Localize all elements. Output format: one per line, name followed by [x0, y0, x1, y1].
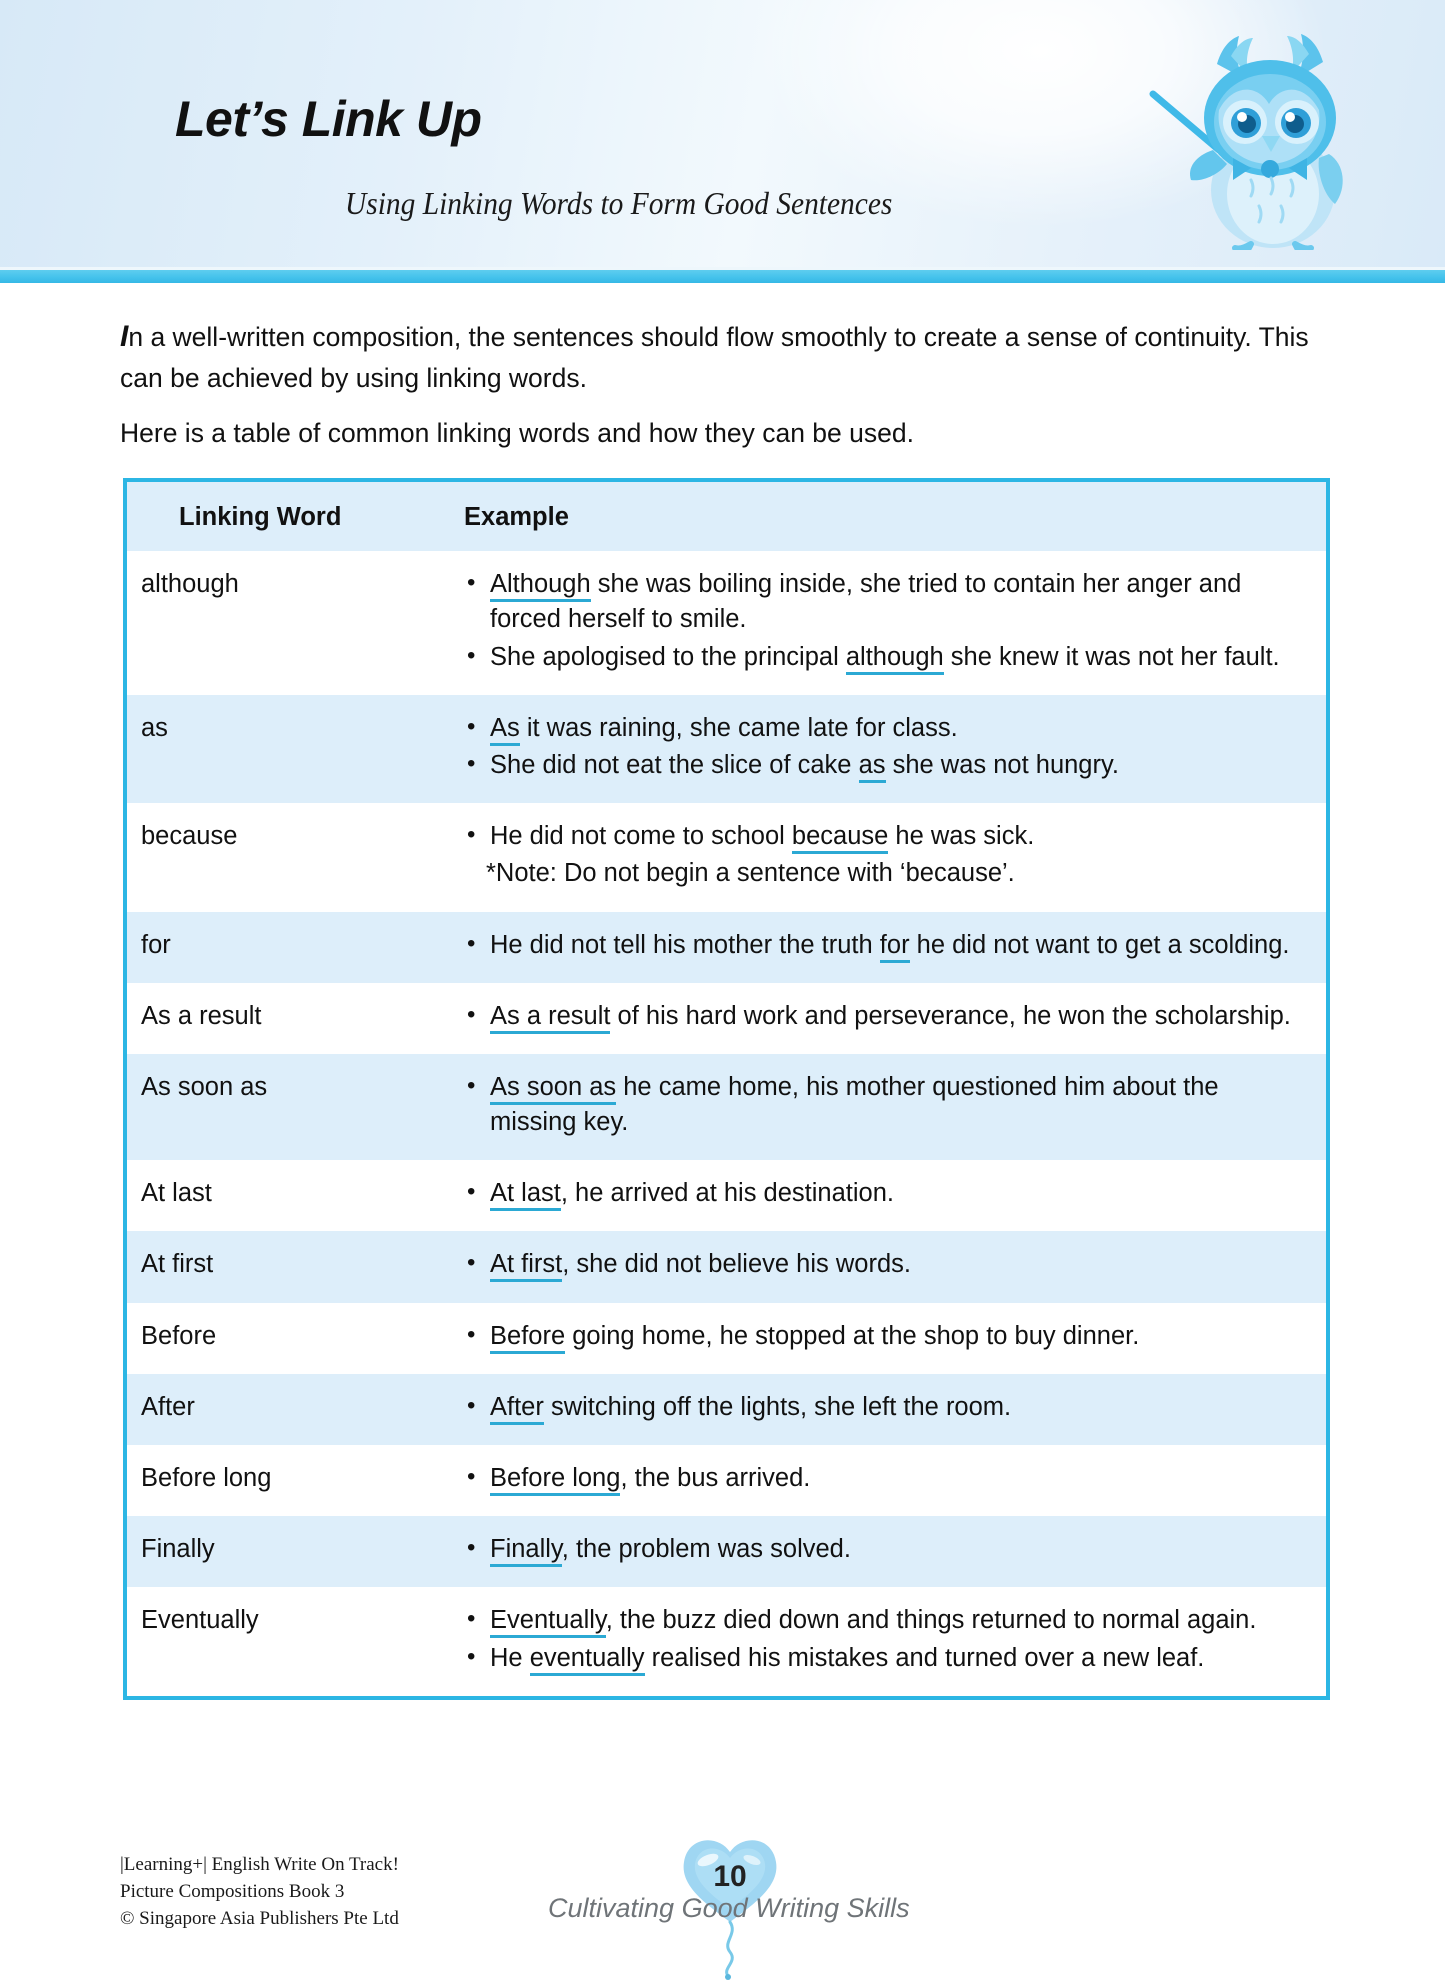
page-subtitle: Using Linking Words to Form Good Sentences — [345, 185, 893, 221]
example-text: switching off the lights, she left the room. — [543, 1392, 1012, 1421]
page-number: 10 — [713, 1860, 747, 1893]
example-item — [464, 1319, 1304, 1354]
example-item — [464, 1603, 1304, 1638]
cell-example — [464, 695, 1328, 803]
table-row — [125, 1303, 1328, 1374]
example-text: , she did not believe his words. — [562, 1250, 911, 1279]
column-header-example: Example — [464, 480, 1328, 551]
example-list — [464, 1247, 1304, 1282]
linking-word-highlight: for — [880, 931, 910, 963]
linking-word-highlight: After — [490, 1393, 544, 1425]
example-text: it was raining, she came late for class. — [519, 713, 958, 742]
example-text: going home, he stopped at the shop to buy dinner. — [565, 1321, 1140, 1350]
footer-credit-line-3: © Singapore Asia Publishers Pte Ltd — [120, 1907, 399, 1929]
example-list — [464, 819, 1304, 891]
example-item — [464, 999, 1304, 1034]
table-body — [125, 551, 1328, 1698]
intro-paragraph-1 — [0, 283, 1445, 398]
intro-paragraph-1-text: n a well-written composition, the sentences should flow smoothly to create a sense of continuity. This can be achieved by using linking words. — [120, 322, 1309, 394]
table-row — [125, 1587, 1328, 1697]
example-text: she was boiling inside, she tried to contain her anger and forced herself to smile. — [490, 570, 1242, 634]
table-header-row — [125, 480, 1328, 551]
cell-example — [464, 1445, 1328, 1516]
example-item — [464, 1176, 1304, 1211]
linking-word-highlight: eventually — [530, 1644, 645, 1676]
intro-dropcap: I — [120, 320, 129, 353]
linking-words-table-wrap — [0, 478, 1445, 1700]
example-list — [464, 1070, 1304, 1140]
example-list — [464, 1603, 1304, 1675]
linking-word-highlight: Eventually — [490, 1606, 606, 1638]
example-text: he was sick. — [888, 822, 1035, 851]
table-row — [125, 1054, 1328, 1160]
cell-linking-word: Before — [141, 1321, 217, 1350]
example-text: , he arrived at his destination. — [560, 1179, 894, 1208]
table-row — [125, 1516, 1328, 1587]
footer-credit-line-2: Picture Compositions Book 3 — [120, 1880, 345, 1902]
cell-linking-word: After — [141, 1392, 195, 1421]
example-item — [464, 1247, 1304, 1282]
linking-word-highlight: At first — [490, 1250, 562, 1282]
example-text: realised his mistakes and turned over a new leaf. — [644, 1643, 1205, 1672]
example-list — [464, 1319, 1304, 1354]
example-text: he did not want to get a scolding. — [909, 930, 1290, 959]
linking-word-highlight: Before — [490, 1322, 565, 1354]
page-title: Let’s Link Up — [175, 91, 482, 147]
table-row — [125, 1374, 1328, 1445]
example-text: , the buzz died down and things returned to normal again. — [605, 1606, 1257, 1635]
cell-linking-word: Finally — [141, 1535, 215, 1564]
cell-example — [464, 551, 1328, 695]
example-item — [464, 819, 1304, 854]
cell-example — [464, 1516, 1328, 1587]
example-text: She did not eat the slice of cake — [490, 750, 859, 779]
cell-linking-word: for — [141, 930, 171, 959]
cell-linking-word: At first — [141, 1250, 214, 1279]
linking-word-highlight: because — [792, 822, 888, 854]
page-footer — [0, 1830, 1445, 1980]
table-row — [125, 912, 1328, 983]
linking-word-highlight: As — [490, 714, 520, 746]
example-list — [464, 999, 1304, 1034]
cell-linking-word: As a result — [141, 1001, 262, 1030]
example-text: of his hard work and perseverance, he won the scholarship. — [610, 1001, 1291, 1030]
example-list — [464, 1461, 1304, 1496]
header-divider-bar — [0, 270, 1445, 283]
footer-tagline: Cultivating Good Writing Skills — [548, 1893, 910, 1923]
linking-word-highlight: Before long — [490, 1464, 620, 1496]
footer-credit-line-1: |Learning+| English Write On Track! — [120, 1854, 399, 1875]
cell-example — [464, 1374, 1328, 1445]
page-header — [0, 0, 1445, 283]
example-item — [464, 1641, 1304, 1676]
example-list — [464, 711, 1304, 783]
example-text: He did not tell his mother the truth — [490, 930, 880, 959]
example-list — [464, 1532, 1304, 1567]
example-text: she was not hungry. — [885, 750, 1119, 779]
example-item — [464, 567, 1304, 637]
example-item — [464, 640, 1304, 675]
intro-paragraph-2: Here is a table of common linking words and how they can be used. — [120, 418, 914, 449]
cell-linking-word: because — [141, 822, 238, 851]
linking-word-highlight: as — [859, 751, 886, 783]
linking-word-highlight: As a result — [490, 1002, 610, 1034]
example-item — [464, 1070, 1304, 1140]
cell-example — [464, 1303, 1328, 1374]
example-item — [464, 856, 1304, 891]
example-text: she knew it was not her fault. — [943, 642, 1280, 671]
cell-example — [464, 1054, 1328, 1160]
cell-example — [464, 912, 1328, 983]
example-list — [464, 567, 1304, 675]
example-text: *Note: Do not begin a sentence with ‘because’. — [486, 859, 1015, 888]
footer-credit — [120, 1852, 399, 1933]
example-list — [464, 1390, 1304, 1425]
linking-word-highlight: Finally — [490, 1535, 562, 1567]
example-text: , the problem was solved. — [561, 1535, 851, 1564]
example-list — [464, 928, 1304, 963]
example-item — [464, 1390, 1304, 1425]
cell-linking-word: as — [141, 713, 168, 742]
example-item — [464, 928, 1304, 963]
table-row — [125, 695, 1328, 803]
table-row — [125, 1160, 1328, 1231]
cell-linking-word: Eventually — [141, 1606, 259, 1635]
page-content — [0, 283, 1445, 1700]
column-header-linking-word: Linking Word — [125, 480, 464, 551]
table-row — [125, 983, 1328, 1054]
example-item — [464, 748, 1304, 783]
cell-linking-word: As soon as — [141, 1072, 268, 1101]
cell-example — [464, 1231, 1328, 1302]
table-row — [125, 1445, 1328, 1516]
linking-word-highlight: At last — [490, 1179, 561, 1211]
cell-linking-word: At last — [141, 1179, 212, 1208]
cell-linking-word: although — [141, 570, 239, 599]
linking-word-highlight: Although — [490, 570, 591, 602]
table-row — [125, 551, 1328, 695]
cell-example — [464, 803, 1328, 911]
linking-word-highlight: As soon as — [490, 1073, 616, 1105]
example-item — [464, 1461, 1304, 1496]
example-item — [464, 1532, 1304, 1567]
example-text: He did not come to school — [490, 822, 792, 851]
example-item — [464, 711, 1304, 746]
table-header — [125, 480, 1328, 551]
cell-linking-word: Before long — [141, 1464, 272, 1492]
cell-example — [464, 1160, 1328, 1231]
example-text: he came home, his mother questioned him about the missing key. — [490, 1072, 1219, 1137]
example-text: She apologised to the principal — [490, 642, 846, 671]
example-text: He — [490, 1643, 530, 1672]
example-text: , the bus arrived. — [620, 1464, 811, 1492]
table-row — [125, 1231, 1328, 1302]
owl-mascot-icon — [1147, 22, 1387, 250]
linking-word-highlight: although — [846, 643, 944, 675]
example-list — [464, 1176, 1304, 1211]
cell-example — [464, 1587, 1328, 1697]
table-row — [125, 803, 1328, 911]
linking-words-table — [123, 478, 1330, 1700]
cell-example — [464, 983, 1328, 1054]
